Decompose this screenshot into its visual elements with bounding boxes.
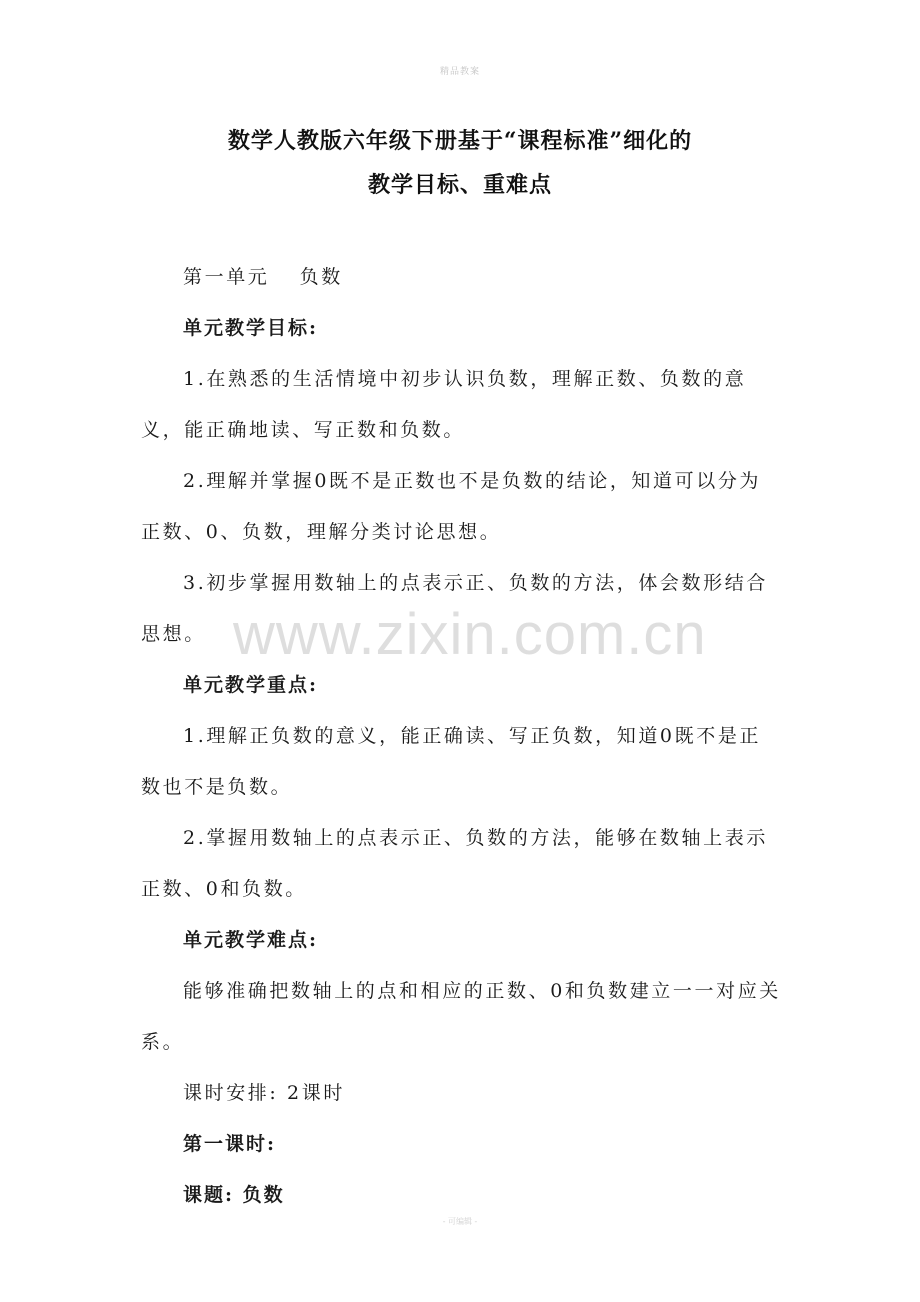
goal-item-2: 2.理解并掌握0既不是正数也不是负数的结论，知道可以分为正数、0、负数，理解分类讨论思想。 [141, 470, 762, 543]
key-point-2: 2.掌握用数轴上的点表示正、负数的方法，能够在数轴上表示正数、0和负数。 [141, 827, 768, 900]
goal-item-1: 1.在熟悉的生活情境中初步认识负数，理解正数、负数的意义，能正确地读、写正数和负数。 [141, 368, 747, 441]
key-points-heading: 单元教学重点: [183, 674, 319, 696]
difficulty-heading: 单元教学难点: [183, 929, 319, 951]
footer-mark: - 可编辑 - [442, 1217, 478, 1226]
document-title-line1: 数学人教版六年级下册基于“课程标准”细化的 [227, 128, 693, 154]
schedule-line: 课时安排: 2课时 [183, 1082, 345, 1104]
difficulty-item: 能够准确把数轴上的点和相应的正数、0和负数建立一一对应关系。 [141, 980, 781, 1053]
goals-heading: 单元教学目标: [183, 317, 319, 339]
goal-item-3: 3.初步掌握用数轴上的点表示正、负数的方法，体会数形结合思想。 [141, 572, 768, 645]
topic-line: 课题: 负数 [183, 1184, 285, 1206]
key-point-1: 1.理解正负数的意义，能正确读、写正负数，知道0既不是正数也不是负数。 [141, 725, 762, 798]
watermark: www.zixin.com.cn [233, 602, 707, 667]
header-mark: 精品教案 [439, 67, 480, 77]
document-body [141, 252, 781, 1221]
lesson-heading: 第一课时: [183, 1133, 277, 1155]
unit-heading: 第一单元 负数 [183, 266, 343, 288]
document-title-line2: 教学目标、重难点 [367, 172, 552, 198]
